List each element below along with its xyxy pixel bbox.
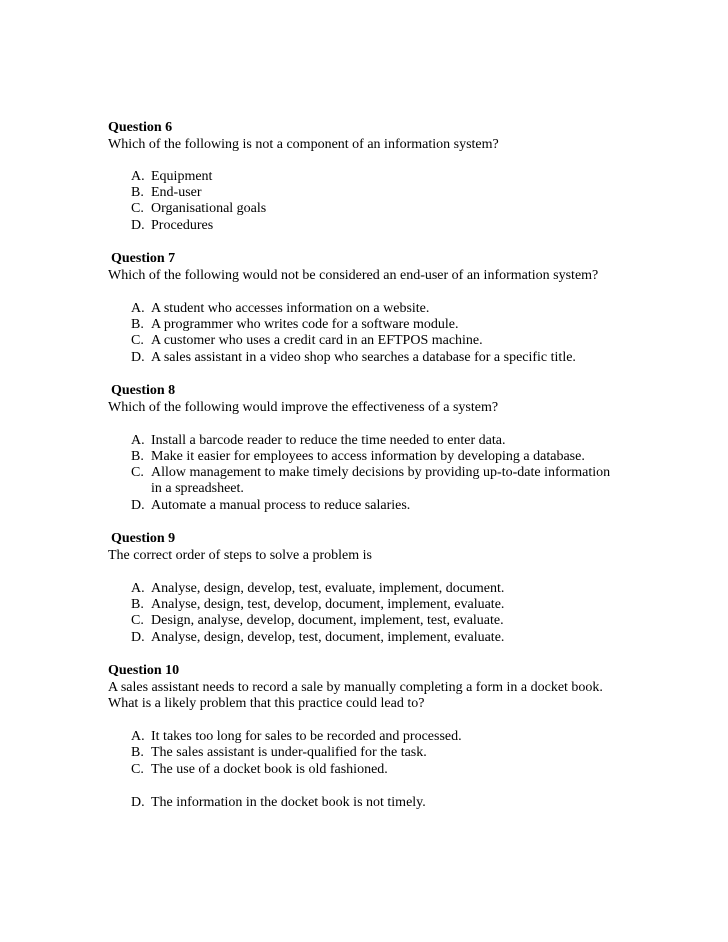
question-8-option-c-continued: in a spreadsheet. (151, 481, 244, 496)
question-10-option-a-letter: A. (131, 729, 145, 744)
question-6-option-b-letter: B. (131, 185, 144, 200)
question-7-option-c-letter: C. (131, 333, 144, 348)
question-9-option-a-letter: A. (131, 581, 145, 596)
question-8-option-c: Allow management to make timely decisions by providing up-to-date information (151, 465, 611, 480)
question-6-option-a-letter: A. (131, 169, 145, 184)
question-6-prompt: Which of the following is not a component of an information system? (108, 137, 499, 152)
question-9-option-b-letter: B. (131, 597, 144, 612)
question-6-option-d-letter: D. (131, 218, 145, 233)
question-10-option-c-letter: C. (131, 762, 144, 777)
question-8-option-d-letter: D. (131, 498, 145, 513)
question-8-prompt: Which of the following would improve the effectiveness of a system? (108, 400, 499, 415)
question-9-option-b: Analyse, design, test, develop, document, implement, evaluate. (151, 597, 505, 612)
question-7-option-c: A customer who uses a credit card in an EFTPOS machine. (151, 333, 483, 348)
question-10-title: Question 10 (108, 663, 180, 678)
question-6-option-c-letter: C. (131, 201, 144, 216)
question-9-option-c: Design, analyse, develop, document, implement, test, evaluate. (151, 613, 504, 628)
question-6-title: Question 6 (108, 120, 173, 135)
question-8-option-b: Make it easier for employees to access information by developing a database. (151, 449, 585, 464)
question-10-prompt-continued: What is a likely problem that this practice could lead to? (108, 696, 425, 711)
question-8-option-a: Install a barcode reader to reduce the time needed to enter data. (151, 433, 506, 448)
question-10-option-a: It takes too long for sales to be recorded and processed. (151, 729, 462, 744)
question-10-option-d: The information in the docket book is not timely. (151, 795, 426, 810)
question-7-option-d: A sales assistant in a video shop who searches a database for a specific title. (151, 350, 576, 365)
question-10-option-d-letter: D. (131, 795, 145, 810)
question-6-option-c: Organisational goals (151, 201, 267, 216)
question-7-option-b-letter: B. (131, 317, 144, 332)
question-6-option-a: Equipment (151, 169, 213, 184)
question-8-title: Question 8 (111, 383, 176, 398)
question-9-option-c-letter: C. (131, 613, 144, 628)
question-9-option-d: Analyse, design, develop, test, document, implement, evaluate. (151, 630, 505, 645)
question-6-option-d: Procedures (151, 218, 214, 233)
question-10-prompt: A sales assistant needs to record a sale by manually completing a form in a docket book. (108, 680, 603, 695)
question-8-option-b-letter: B. (131, 449, 144, 464)
question-8-option-d: Automate a manual process to reduce salaries. (151, 498, 411, 513)
question-10-option-c: The use of a docket book is old fashioned. (151, 762, 388, 777)
question-7-option-d-letter: D. (131, 350, 145, 365)
question-7-option-a: A student who accesses information on a website. (151, 301, 430, 316)
question-10-option-b: The sales assistant is under-qualified for the task. (151, 745, 427, 760)
question-8-option-c-letter: C. (131, 465, 144, 480)
question-9-option-d-letter: D. (131, 630, 145, 645)
question-8-option-a-letter: A. (131, 433, 145, 448)
question-7-option-b: A programmer who writes code for a software module. (151, 317, 459, 332)
question-6-option-b: End-user (151, 185, 202, 200)
question-9-option-a: Analyse, design, develop, test, evaluate, implement, document. (151, 581, 505, 596)
question-7-prompt: Which of the following would not be considered an end-user of an information system? (108, 268, 599, 283)
question-9-title: Question 9 (111, 531, 176, 546)
question-7-option-a-letter: A. (131, 301, 145, 316)
question-9-prompt: The correct order of steps to solve a problem is (108, 548, 372, 563)
question-10-option-b-letter: B. (131, 745, 144, 760)
question-7-title: Question 7 (111, 251, 176, 266)
